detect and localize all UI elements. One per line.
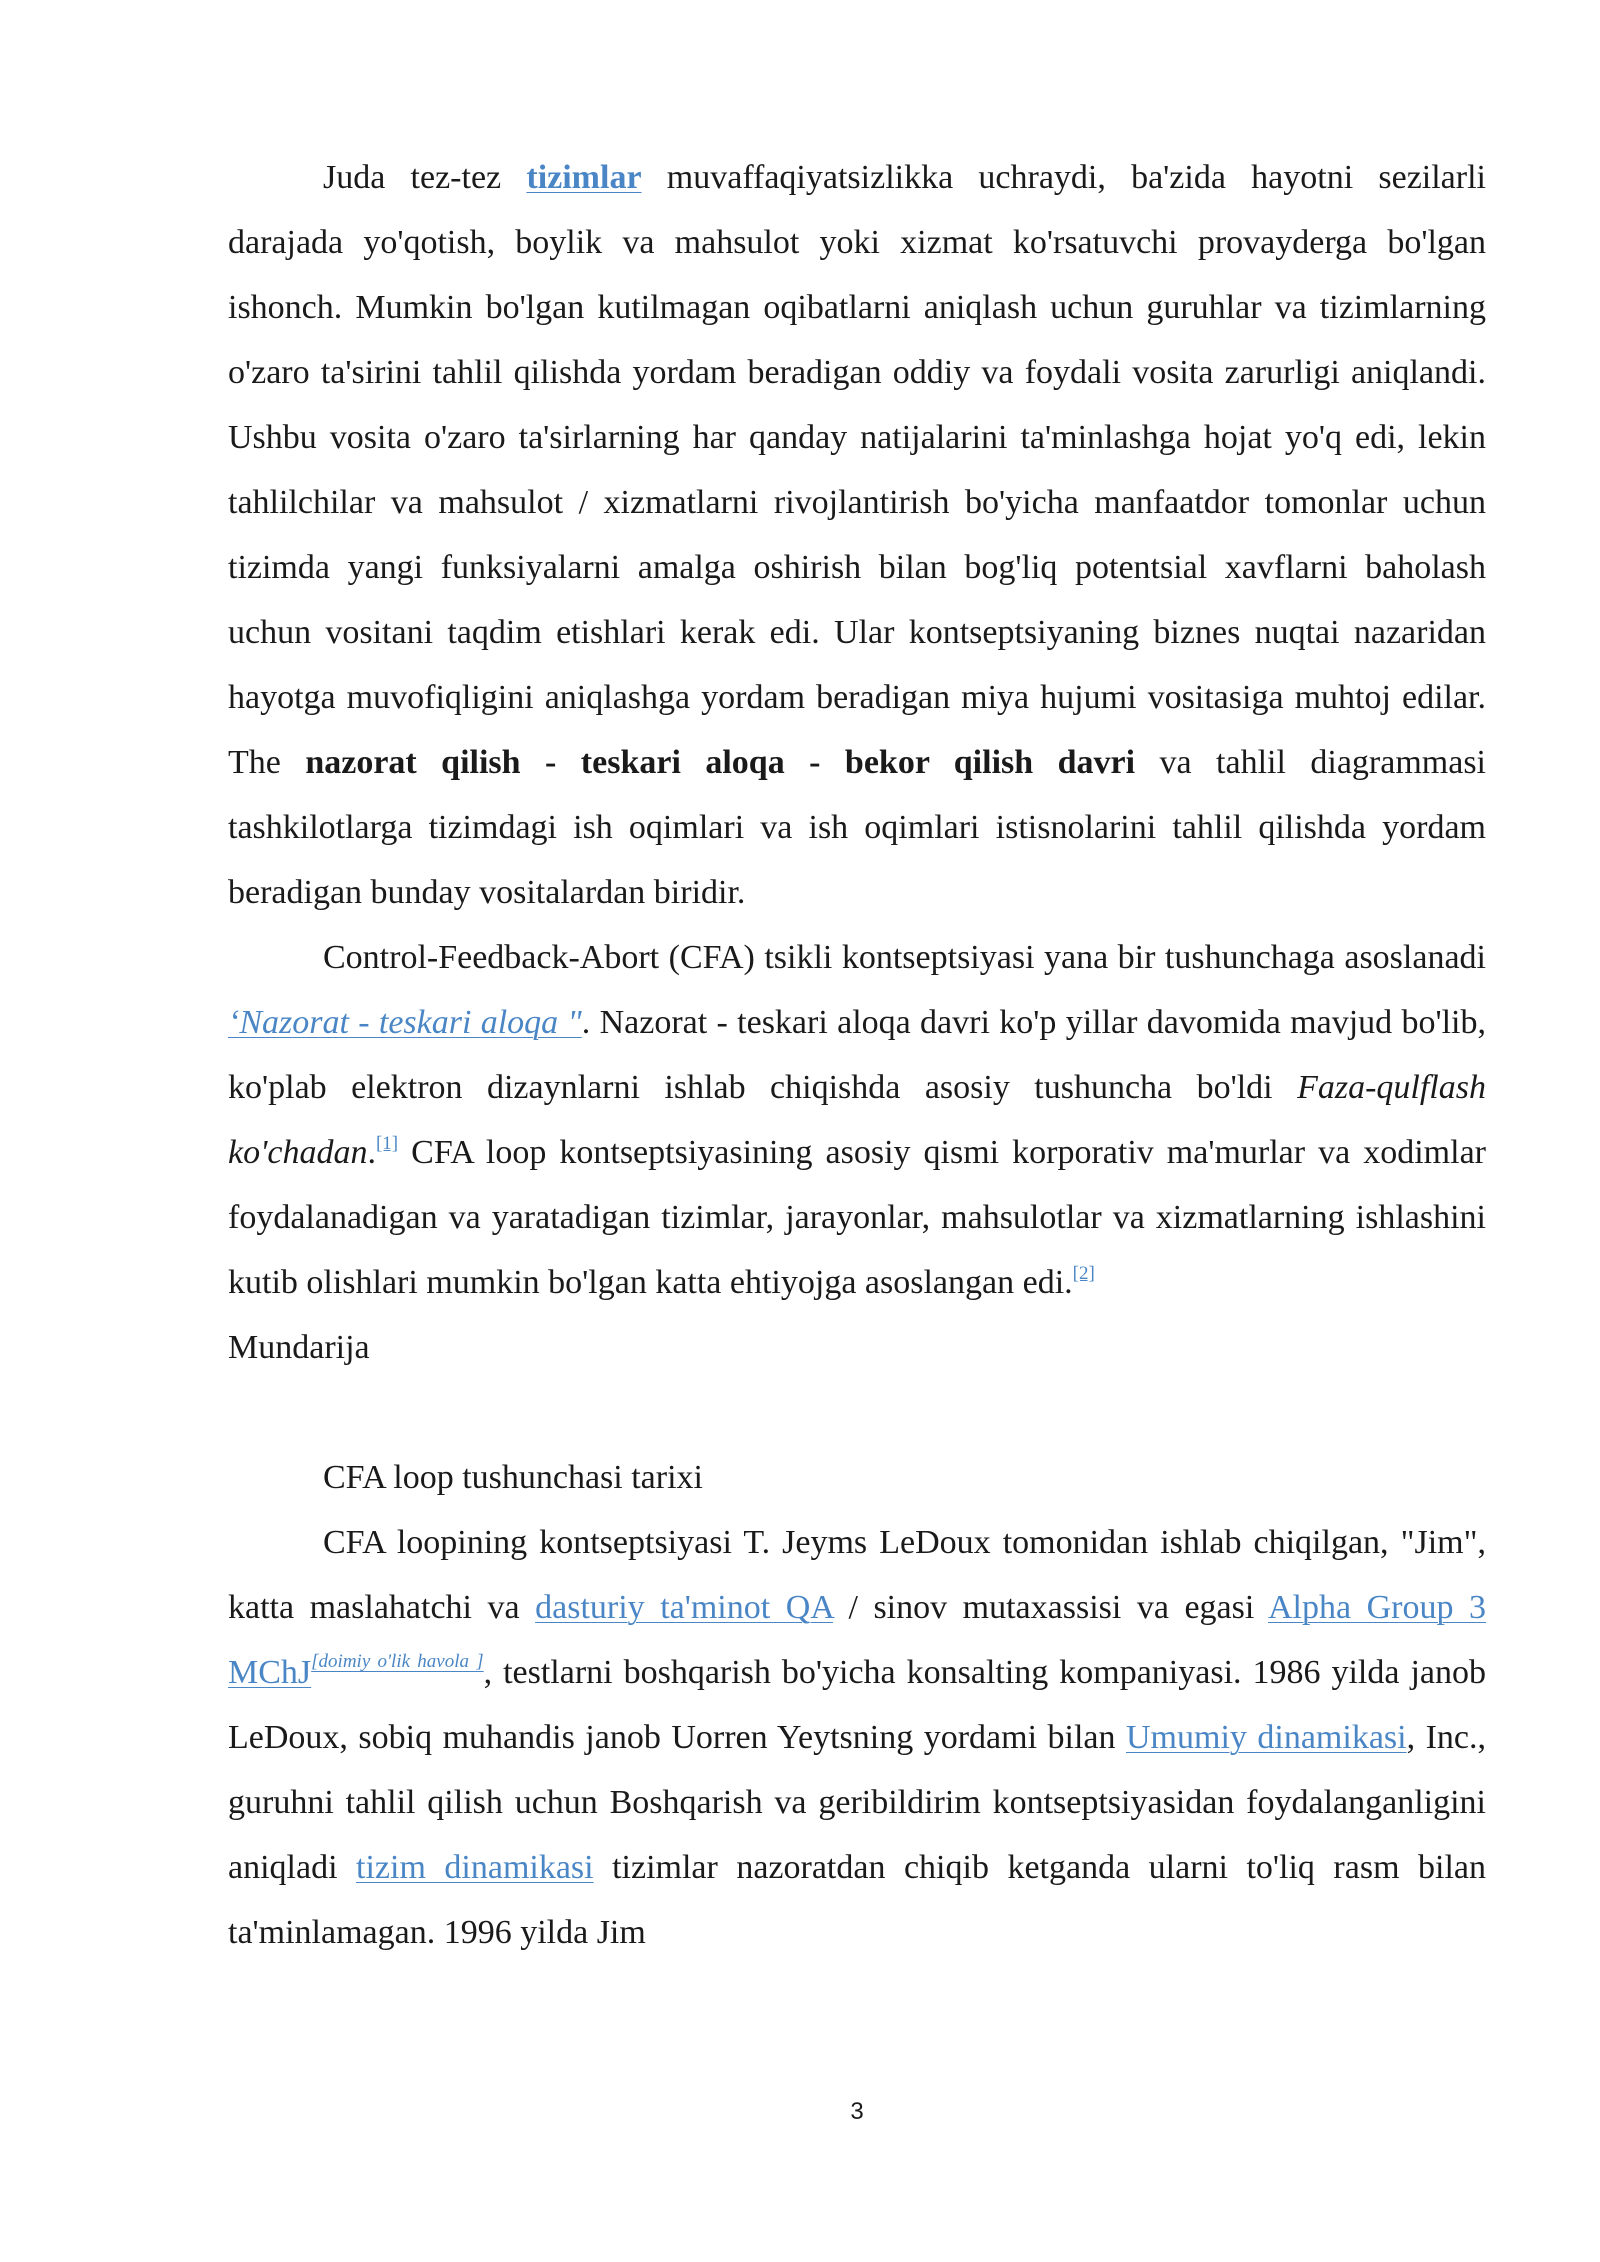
text-run: tizimlar nazoratdan chiqib ketganda ularni to'liq rasm bilan ta'minlamagan. 1996 yilda Jim (228, 1849, 1486, 1951)
text-run: . (367, 1134, 376, 1171)
spacer (228, 1380, 1486, 1445)
document-body (228, 145, 1486, 1965)
dead-link-note[interactable]: [doimiy o'lik havola ] (311, 1651, 484, 1672)
page-number: 3 (850, 2098, 864, 2125)
text-run: CFA loopining kontseptsiyasi T. Jeyms LeDoux tomonidan ishlab chiqilgan, "Jim", katta maslahatchi va (228, 1524, 1486, 1626)
text-run: muvaffaqiyatsizlikka uchraydi, ba'zida hayotni sezilarli darajada yo'qotish, boylik va mahsulot yoki xizmat ko'rsatuvchi provayderga bo'lgan ishonch. Mumkin bo'lgan kutilmagan oqibatlarni aniqlash uchun guruhlar va tizimlarning o'zaro ta'sirini tahlil qilishda yordam beradigan oddiy va foydali vosita zarurligi aniqlandi. Ushbu vosita o'zaro ta'sirlarning har qanday natijalarini ta'minlashga hojat yo'q edi, lekin tahlilchilar va mahsulot / xizmatlarni rivojlantirish bo'yicha manfaatdor tomonlar uchun tizimda yangi funksiyalarni amalga oshirish bilan bog'liq potentsial xavflarni baholash uchun vositani taqdim etishlari kerak edi. Ular kontseptsiyaning biznes nuqtai nazaridan hayotga muvofiqligini aniqlashga yordam beradigan miya hujumi vositasiga muhtoj edilar. The (228, 159, 1486, 781)
link-umumiy-dinamikasi[interactable]: Umumiy dinamikasi (1126, 1719, 1407, 1756)
italic-term-faza: Faza-qulflash ko'chadan (228, 1069, 1486, 1171)
link-tizim-dinamikasi[interactable]: tizim dinamikasi (356, 1849, 594, 1886)
bold-term-cfa: nazorat qilish - teskari aloqa - bekor qilish davri (305, 744, 1136, 781)
citation-2[interactable]: [2] (1072, 1263, 1095, 1284)
link-alpha-group[interactable]: Alpha Group 3 MChJ (228, 1589, 1487, 1691)
text-run: va tahlil diagrammasi tashkilotlarga tizimdagi ish oqimlari va ish oqimlari istisnolarini tahlil qilishda yordam beradigan bunday vositalardan biridir. (228, 744, 1486, 911)
text-run: / sinov mutaxassisi va egasi (832, 1589, 1268, 1626)
section-heading: CFA loop tushunchasi tarixi (323, 1459, 703, 1496)
link-tizimlar[interactable]: tizimlar (526, 159, 642, 196)
paragraph-intro (228, 145, 1486, 925)
text-run: Juda tez-tez (323, 159, 527, 196)
text-run: CFA loop kontseptsiyasining asosiy qismi korporativ ma'murlar va xodimlar foydalanadigan va yaratadigan tizimlar, jarayonlar, mahsulotlar va xizmatlarning ishlashini kutib olishlari mumkin bo'lgan katta ehtiyojga asoslangan edi. (228, 1134, 1486, 1301)
link-nazorat-teskari-aloqa[interactable]: ‘Nazorat - teskari aloqa " (228, 1004, 582, 1041)
text-run: , testlarni boshqarish bo'yicha konsalting kompaniyasi. 1986 yilda janob LeDoux, sobiq muhandis janob Uorren Yeytsning yordami bilan (228, 1654, 1486, 1756)
link-dasturiy-taminot[interactable]: dasturiy ta'minot QA (535, 1589, 833, 1626)
contents-label: Mundarija (228, 1329, 370, 1366)
text-run: , Inc., guruhni tahlil qilish uchun Boshqarish va geribildirim kontseptsiyasidan foydalanganligini aniqladi (228, 1719, 1487, 1886)
text-run: . Nazorat - teskari aloqa davri ko'p yillar davomida mavjud bo'lib, ko'plab elektron dizaynlarni ishlab chiqishda asosiy tushuncha bo'ldi (228, 1004, 1486, 1106)
paragraph-history (228, 1510, 1486, 1965)
text-run: Control-Feedback-Abort (CFA) tsikli kontseptsiyasi yana bir tushunchaga asoslanadi (323, 939, 1486, 976)
citation-1[interactable]: [1] (375, 1133, 399, 1154)
paragraph-cfa-concept (228, 925, 1486, 1315)
